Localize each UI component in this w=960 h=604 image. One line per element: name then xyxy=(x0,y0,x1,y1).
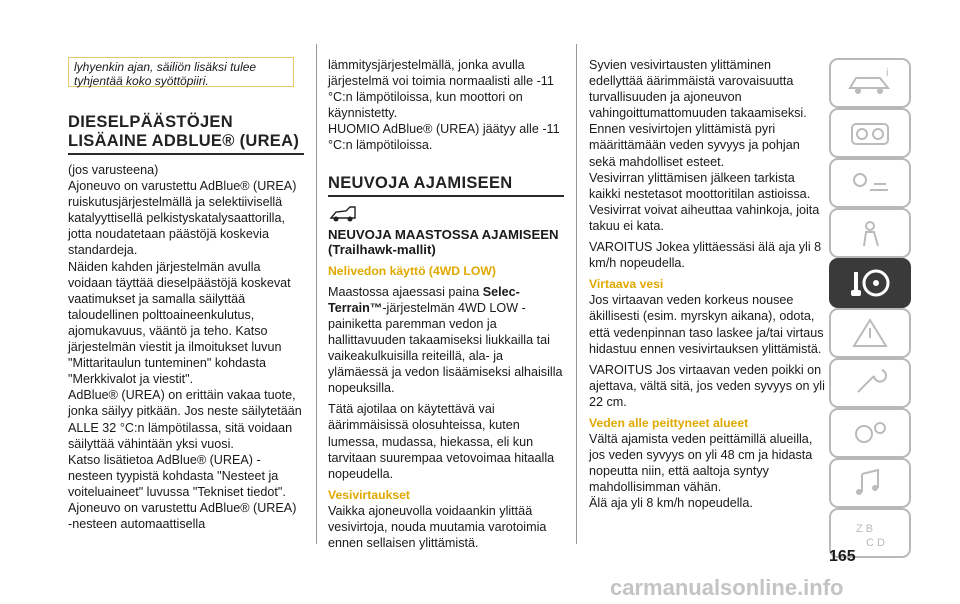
offroad-subheading: NEUVOJA MAASTOSSA AJAMISEEN (Trailhawk-mallit) xyxy=(328,226,559,257)
tab-emergency[interactable] xyxy=(829,308,911,358)
car-info-icon xyxy=(844,64,896,102)
paragraph: Ajoneuvo on varustettu AdBlue® (UREA) -nesteen automaattisella xyxy=(68,500,297,532)
tab-lights[interactable] xyxy=(829,158,911,208)
paragraph: lämmitysjärjestelmällä, jonka avulla järjestelmä voi toimia normaalisti alle -11 °C:n lämpötiloissa, kun moottori on käynnistetty. xyxy=(328,58,554,121)
tab-multimedia[interactable] xyxy=(829,458,911,508)
paragraph: Ajoneuvo on varustettu AdBlue® (UREA) ruiskutusjärjestelmällä ja selektiivisellä katalyyttisellä pelkistyskatalysaattorilla, jotta noudatetaan päästöjä koskevia standardeja. xyxy=(68,179,297,258)
flooded-areas-title: Veden alle peittyneet alueet xyxy=(589,415,749,430)
offroad-vehicle-icon xyxy=(328,203,358,223)
paragraph: Katso lisätietoa AdBlue® (UREA) -nesteen tyypistä kohdasta "Nesteet ja voiteluaineet" luvussa "Tekniset tiedot". xyxy=(68,452,286,499)
paragraph: Näiden kahden järjestelmän avulla voidaan täyttää dieselpäästöjä koskevat vaatimukset ja samalla säilyttää taloudellinen polttoaineenkulutus, ajomukavuus, vääntö ja teho. Katso järjestelmän viestit ja ilmoitukset luvun "Mittaritaulun tunteminen" kohdasta "Merkkivalot ja viestit". xyxy=(68,259,291,387)
lights-icon xyxy=(844,164,896,202)
tab-driving[interactable] xyxy=(829,258,911,308)
paragraph: Syvien vesivirtausten ylittäminen edellyttää äärimmäistä varovaisuutta turvallisuuden ja ajoneuvon vahingoittumattomuuden takaamiseksi. xyxy=(589,58,807,121)
paragraph: (jos varusteena) xyxy=(68,163,159,177)
paragraph: Vältä ajamista veden peittämillä alueilla, jos veden syvyys on yli 48 cm ja hidasta nopeutta niin, että aaltoja syntyy mahdollisimman vähän. xyxy=(589,432,813,495)
flowing-water-title: Virtaava vesi xyxy=(589,277,664,292)
warning-text: VAROITUS Jokea ylittäessäsi älä aja yli 8 km/h nopeudella. xyxy=(589,240,822,271)
column-2 xyxy=(328,57,564,551)
safety-icon xyxy=(844,214,896,252)
warning-icon xyxy=(844,314,896,352)
steering-wheel-icon xyxy=(844,264,896,302)
svg-text:C D: C D xyxy=(866,537,885,549)
paragraph: Maastossa ajaessasi paina Selec-Terrain™-järjestelmän 4WD LOW -painiketta paremman vedon ja hallittavuuden takaamiseksi liukkailla tai vaikeakulkuisilla reiteillä, ala- ja ylämäessä ja vedon lisäämiseksi alhaisilla nopeuksilla. xyxy=(328,284,563,396)
multimedia-icon xyxy=(844,464,896,502)
warning-text: VAROITUS Jos virtaavan veden poikki on ajettava, vältä sitä, jos veden syvyys on yli 22 cm. xyxy=(589,362,825,409)
water-crossing-title: Vesivirtaukset xyxy=(328,487,410,502)
paragraph: Älä aja yli 8 km/h nopeudella. xyxy=(589,496,753,511)
column-3 xyxy=(589,57,825,512)
paragraph: Ennen vesivirtojen ylittämistä pyri määrittämään veden syvyys ja pohjan sekä mahdolliset esteet. xyxy=(589,122,800,169)
continued-note: lyhyenkin ajan, säiliön lisäksi tulee tyhjentää koko syöttöpiiri. xyxy=(68,57,294,87)
column-divider xyxy=(316,44,317,544)
column-1 xyxy=(68,113,304,532)
watermark: carmanualsonline.info xyxy=(610,575,844,600)
paragraph: Vesivirran ylittämisen jälkeen tarkista kaikki nestetasot moottoritilan astioissa. Vesivirrat voivat aiheuttaa vahinkoja, joita takuu ei kata. xyxy=(589,170,820,233)
paragraph: AdBlue® (UREA) on erittäin vakaa tuote, jonka säilyy pitkään. Jos neste säilytetään ALLE 32 °C:n lämpötilassa, sitä voidaan säilyttää vähintään yksi vuosi. xyxy=(68,388,302,451)
specs-icon xyxy=(844,414,896,452)
driving-tips-heading: NEUVOJA AJAMISEEN xyxy=(328,174,564,197)
paragraph: Jos virtaavan veden korkeus nousee äkillisesti (esim. myrskyn aikana), odota, että vedenpinnan taso laskee ja/tai virtaus hidastuu ennen vesivirtauksen ylittämistä. xyxy=(589,293,824,356)
tab-maintenance[interactable] xyxy=(829,358,911,408)
tab-safety[interactable] xyxy=(829,208,911,258)
4wd-low-title: Nelivedon käyttö (4WD LOW) xyxy=(328,263,496,278)
maintenance-icon xyxy=(844,364,896,402)
tab-dashboard[interactable] xyxy=(829,108,911,158)
tab-car-info[interactable] xyxy=(829,58,911,108)
index-icon xyxy=(844,514,896,552)
page-number: 165 xyxy=(829,548,856,565)
svg-text:i: i xyxy=(886,67,889,79)
paragraph: Tätä ajotilaa on käytettävä vai äärimmäisissä olosuhteissa, kuten lumessa, mudassa, hiekassa, eli kun tarvitaan suurempaa vetovoimaa hitaalla nopeudella. xyxy=(328,402,555,481)
column-divider xyxy=(576,44,577,544)
tab-specs[interactable] xyxy=(829,408,911,458)
paragraph: Vaikka ajoneuvolla voidaankin ylittää vesivirtoja, nouda muutamia varotoimia ennen sellaisen ylittämistä. xyxy=(328,503,547,551)
svg-text:Z B: Z B xyxy=(856,523,874,535)
adblue-heading: DIESELPÄÄSTÖJEN LISÄAINE ADBLUE® (UREA) xyxy=(68,113,304,155)
huomio-note: HUOMIO AdBlue® (UREA) jäätyy alle -11 °C:n lämpötiloissa. xyxy=(328,122,560,153)
dashboard-icon xyxy=(844,114,896,152)
